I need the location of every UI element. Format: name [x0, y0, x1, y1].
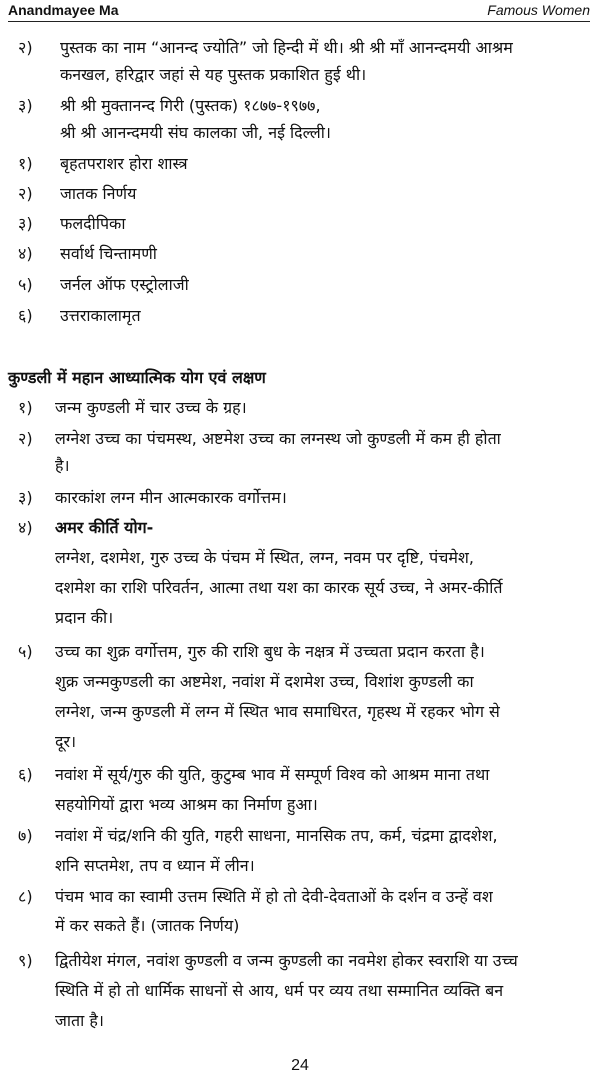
yoga-line: जाता है। — [55, 1011, 104, 1030]
book-title: सर्वार्थ चिन्तामणी — [60, 244, 157, 263]
yoga-line: में कर सकते हैं। (जातक निर्णय) — [55, 916, 240, 935]
yoga-line: शनि सप्तमेश, तप व ध्यान में लीन। — [55, 856, 255, 875]
yoga-line: नवांश में चंद्र/शनि की युति, गहरी साधना, मानसिक तप, कर्म, चंद्रमा द्वादशेश, — [55, 826, 498, 845]
yoga-line: है। — [55, 456, 70, 475]
yoga-line: दूर। — [55, 732, 77, 751]
yoga-line: उच्च का शुक्र वर्गोत्तम, गुरु की राशि बुध के नक्षत्र में उच्चता प्रदान करता है। — [55, 642, 485, 661]
yoga-line: लग्नेश, जन्म कुण्डली में लग्न में स्थित भाव समाधिरत, गृहस्थ में रहकर भोग से — [55, 702, 500, 721]
ref-line: श्री श्री मुक्तानन्द गिरी (पुस्तक) १८७७-१९७७, — [60, 96, 321, 115]
ref-number: ३) — [18, 96, 33, 115]
ref-number: २) — [18, 38, 33, 57]
yoga-line: नवांश में सूर्य/गुरु की युति, कुटुम्ब भाव में सम्पूर्ण विश्व को आश्रम माना तथा — [55, 765, 490, 784]
yoga-line: लग्नेश उच्च का पंचमस्थ, अष्टमेश उच्च का लग्नस्थ जो कुण्डली में कम ही होता — [55, 429, 501, 448]
ref-line: पुस्तक का नाम “आनन्द ज्योति” जो हिन्दी में थी। श्री श्री माँ आनन्दमयी आश्रम — [60, 38, 513, 57]
book-number: ४) — [18, 244, 33, 263]
running-header-author: Anandmayee Ma — [8, 2, 119, 18]
yoga-line: जन्म कुण्डली में चार उच्च के ग्रह। — [55, 398, 247, 417]
book-number: ६) — [18, 306, 33, 325]
header-rule — [8, 21, 590, 22]
book-number: ३) — [18, 214, 33, 233]
yoga-line: पंचम भाव का स्वामी उत्तम स्थिति में हो तो देवी-देवताओं के दर्शन व उन्हें वश — [55, 887, 493, 906]
book-title: बृहतपराशर होरा शास्त्र — [60, 154, 188, 173]
yoga-number: ३) — [18, 488, 33, 507]
book-number: १) — [18, 154, 33, 173]
book-title: जातक निर्णय — [60, 184, 137, 203]
yoga-line: प्रदान की। — [55, 608, 114, 627]
page-number: 24 — [291, 1057, 309, 1074]
book-title: जर्नल ऑफ एस्ट्रोलाजी — [60, 275, 189, 294]
yoga-number: २) — [18, 429, 33, 448]
ref-line: कनखल, हरिद्वार जहां से यह पुस्तक प्रकाशित हुई थी। — [60, 65, 367, 84]
yoga-line: कारकांश लग्न मीन आत्मकारक वर्गोत्तम। — [55, 488, 287, 507]
section-heading: कुण्डली में महान आध्यात्मिक योग एवं लक्षण — [8, 368, 266, 387]
yoga-number: ६) — [18, 765, 33, 784]
book-title: उत्तराकालामृत — [60, 306, 141, 325]
yoga-line: स्थिति में हो तो धार्मिक साधनों से आय, धर्म पर व्यय तथा सम्मानित व्यक्ति बन — [55, 981, 504, 1000]
yoga-title: अमर कीर्ति योग- — [55, 518, 154, 537]
yoga-number: ७) — [18, 826, 33, 845]
yoga-number: ९) — [18, 951, 33, 970]
book-title: फलदीपिका — [60, 214, 126, 233]
running-header-title: Famous Women — [487, 2, 590, 18]
ref-line: श्री श्री आनन्दमयी संघ कालका जी, नई दिल्ली। — [60, 123, 331, 142]
yoga-number: १) — [18, 398, 33, 417]
yoga-number: ४) — [18, 518, 33, 537]
book-number: २) — [18, 184, 33, 203]
yoga-number: ८) — [18, 887, 33, 906]
yoga-line: दशमेश का राशि परिवर्तन, आत्मा तथा यश का कारक सूर्य उच्च, ने अमर-कीर्ति — [55, 578, 503, 597]
yoga-line: द्वितीयेश मंगल, नवांश कुण्डली व जन्म कुण्डली का नवमेश होकर स्वराशि या उच्च — [55, 951, 518, 970]
yoga-line: लग्नेश, दशमेश, गुरु उच्च के पंचम में स्थित, लग्न, नवम पर दृष्टि, पंचमेश, — [55, 548, 474, 567]
book-number: ५) — [18, 275, 33, 294]
yoga-number: ५) — [18, 642, 33, 661]
yoga-line: सहयोगियों द्वारा भव्य आश्रम का निर्माण हुआ। — [55, 795, 318, 814]
yoga-line: शुक्र जन्मकुण्डली का अष्टमेश, नवांश में दशमेश उच्च, विशांश कुण्डली का — [55, 672, 474, 691]
